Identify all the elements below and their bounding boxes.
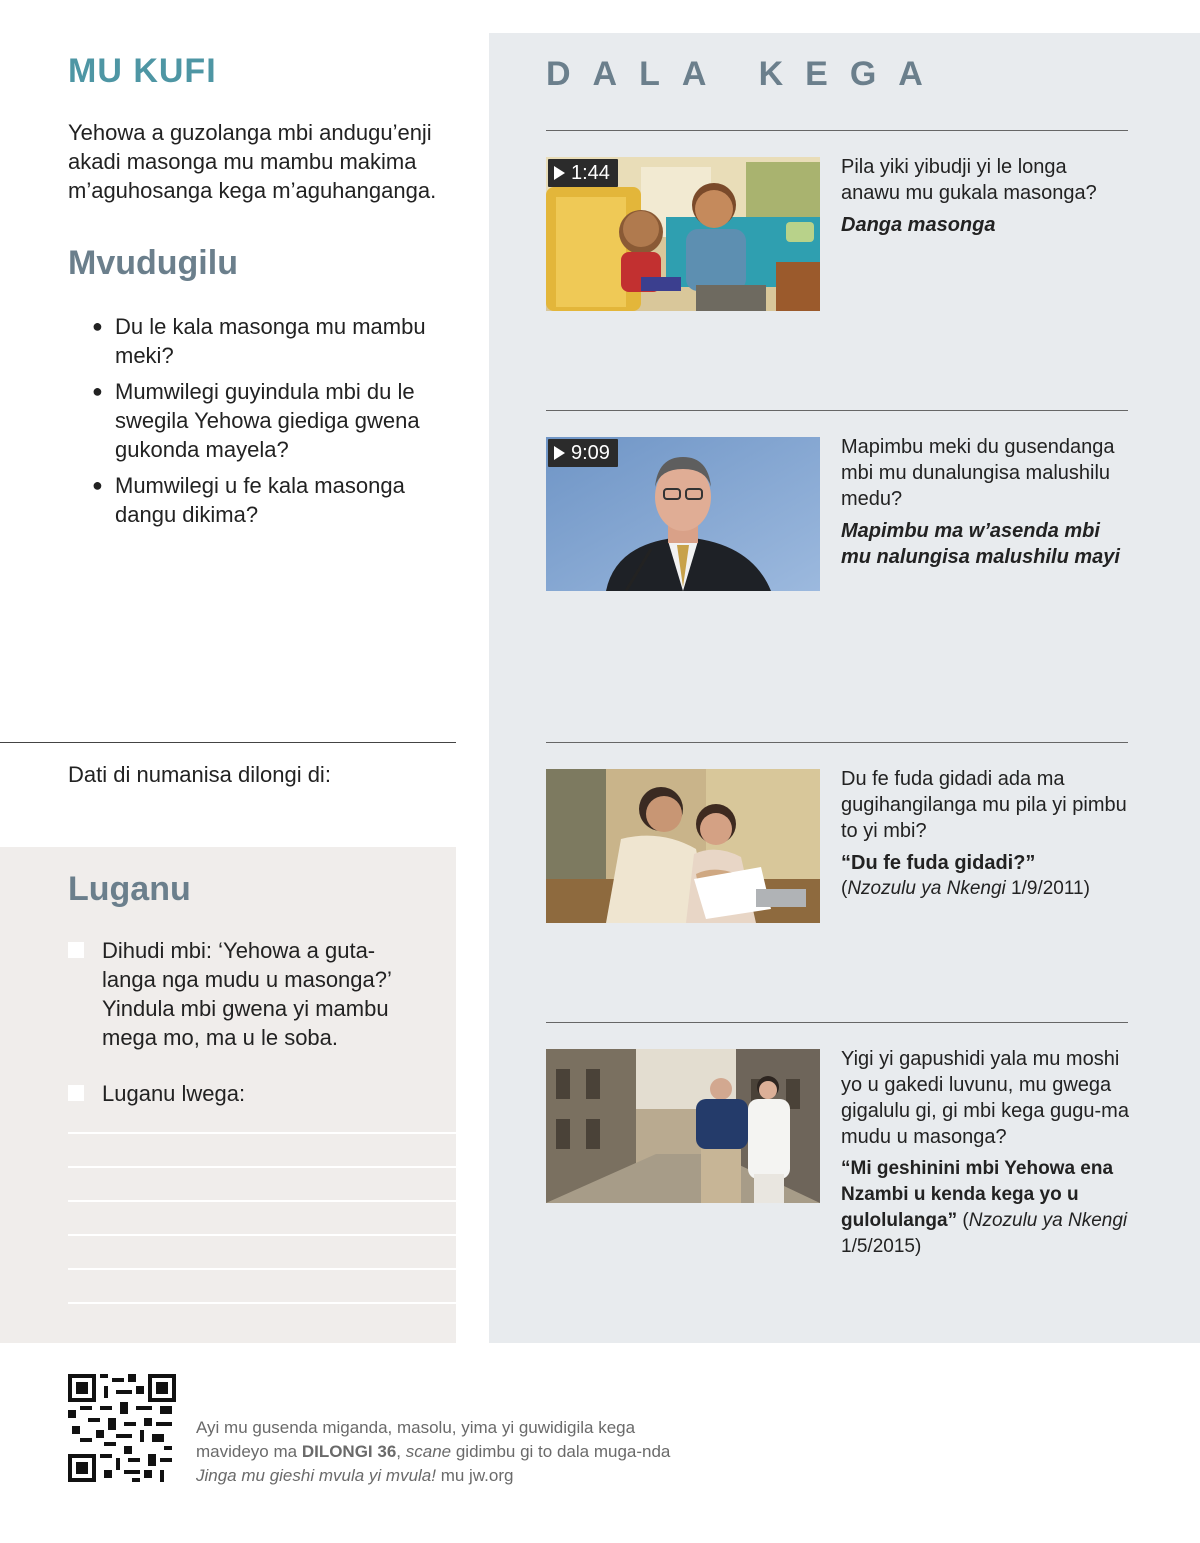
couple-paperwork-image: [546, 769, 820, 923]
resource-entry: [841, 434, 1131, 570]
resource-question: Du fe fuda gidadi ada ma gugihangilanga mu pila yi pimbu to yi mbi?: [841, 768, 1127, 842]
review-question: [92, 471, 452, 529]
resource-entry: [841, 154, 1131, 238]
checkbox-icon[interactable]: [68, 942, 84, 958]
divider: [546, 742, 1128, 743]
resource-title-link[interactable]: Mapimbu ma w’asenda mbi mu nalungisa malushilu mayi: [841, 520, 1120, 568]
review-question: [92, 377, 452, 464]
completion-date-label: Dati di numanisa dilongi di:: [68, 762, 331, 787]
resource-title-link[interactable]: “Du fe fuda gidadi?”: [841, 852, 1036, 874]
footer-scan-word: scane: [405, 1442, 452, 1461]
article-thumbnail[interactable]: [546, 769, 820, 923]
play-icon: [554, 446, 565, 460]
writing-line[interactable]: [68, 1234, 456, 1236]
video-duration-badge: [548, 439, 618, 467]
goal-text: Luganu lwega:: [102, 1081, 246, 1106]
resource-title-link[interactable]: “Mi geshinini mbi Yehowa ena Nzambi u kenda kega yo u gulolulanga”: [841, 1158, 1114, 1231]
video-duration-badge: [548, 159, 618, 187]
resource-entry: [841, 766, 1131, 902]
source-date: 1/5/2015): [841, 1236, 922, 1257]
divider: [546, 410, 1128, 411]
duration-text: 1:44: [571, 162, 610, 184]
section-heading-dala-kega: DALA KEGA: [546, 55, 945, 93]
review-question-text: Du le kala masonga mu mambu meki?: [115, 314, 426, 368]
footer-text-part: mu jw.org: [435, 1466, 514, 1485]
footer-book-title: Jinga mu gieshi mvula yi mvula!: [196, 1466, 436, 1485]
qr-code-icon[interactable]: [68, 1374, 176, 1482]
bullet-icon: ●: [92, 475, 103, 495]
lesson-summary: Yehowa a guzolanga mbi andugu’enji akadi masonga mu mambu makima m’aguhosanga kega m’aguhanganga.: [68, 120, 437, 203]
writing-line[interactable]: [68, 1302, 456, 1304]
review-question-text: Mumwilegi guyindula mbi du le swegila Yehowa giediga gwena gukonda mayela?: [115, 379, 420, 462]
section-heading-mu-kufi: MU KUFI: [68, 52, 217, 90]
review-question: [92, 312, 452, 370]
review-heading: Mvudugilu: [68, 244, 238, 282]
goals-heading: Luganu: [68, 870, 191, 908]
resource-question: Yigi yi gapushidi yala mu moshi yo u gakedi luvunu, mu gwega gigalulu gi, gi mbi kega gugu-ma mudu u masonga?: [841, 1048, 1129, 1148]
resource-source: [841, 876, 1131, 902]
footer-text-part: Ayi mu gusenda miganda, masolu, yima yi guwidigila kega mavideyo ma: [196, 1418, 636, 1461]
divider: [546, 130, 1128, 131]
source-date: 1/9/2011): [1011, 878, 1090, 899]
footer-lesson-number: DILONGI 36: [301, 1442, 397, 1461]
duration-text: 9:09: [571, 442, 610, 464]
bullet-icon: ●: [92, 316, 103, 336]
goal-item[interactable]: [68, 936, 428, 1052]
couple-walking-street-image: [546, 1049, 820, 1203]
goal-text: Dihudi mbi: ‘Yehowa a guta-langa nga mudu u masonga?’ Yindula mbi gwena yi mambu mega mo, ma u le soba.: [102, 938, 392, 1050]
writing-line[interactable]: [68, 1200, 456, 1202]
resource-entry: [841, 1046, 1131, 1260]
footer-text-part: gidimbu gi to dala muga-nda: [451, 1442, 671, 1461]
resource-question: Pila yiki yibudji yi le longa anawu mu gukala masonga?: [841, 156, 1097, 204]
divider: [546, 1022, 1128, 1023]
divider: [0, 742, 456, 743]
source-prefix: (: [841, 878, 848, 899]
article-thumbnail[interactable]: [546, 1049, 820, 1203]
video-thumbnail[interactable]: [546, 437, 820, 591]
source-prefix: (: [957, 1210, 969, 1231]
resource-question: Mapimbu meki du gusendanga mbi mu dunalungisa malushilu medu?: [841, 436, 1115, 510]
goal-item[interactable]: [68, 1079, 428, 1108]
review-question-text: Mumwilegi u fe kala masonga dangu dikima?: [115, 473, 405, 527]
resource-title-link[interactable]: Danga masonga: [841, 214, 996, 236]
review-questions-list: [92, 312, 452, 536]
writing-line[interactable]: [68, 1132, 456, 1134]
bullet-icon: ●: [92, 381, 103, 401]
checkbox-icon[interactable]: [68, 1085, 84, 1101]
video-thumbnail[interactable]: [546, 157, 820, 311]
resource-source: [841, 1156, 1131, 1260]
footer-text-part: ,: [396, 1442, 406, 1461]
writing-line[interactable]: [68, 1166, 456, 1168]
play-icon: [554, 166, 565, 180]
footer-note: [196, 1416, 706, 1488]
source-publication: Nzozulu ya Nkengi: [847, 878, 1006, 899]
source-publication: Nzozulu ya Nkengi: [968, 1210, 1128, 1231]
writing-line[interactable]: [68, 1268, 456, 1270]
